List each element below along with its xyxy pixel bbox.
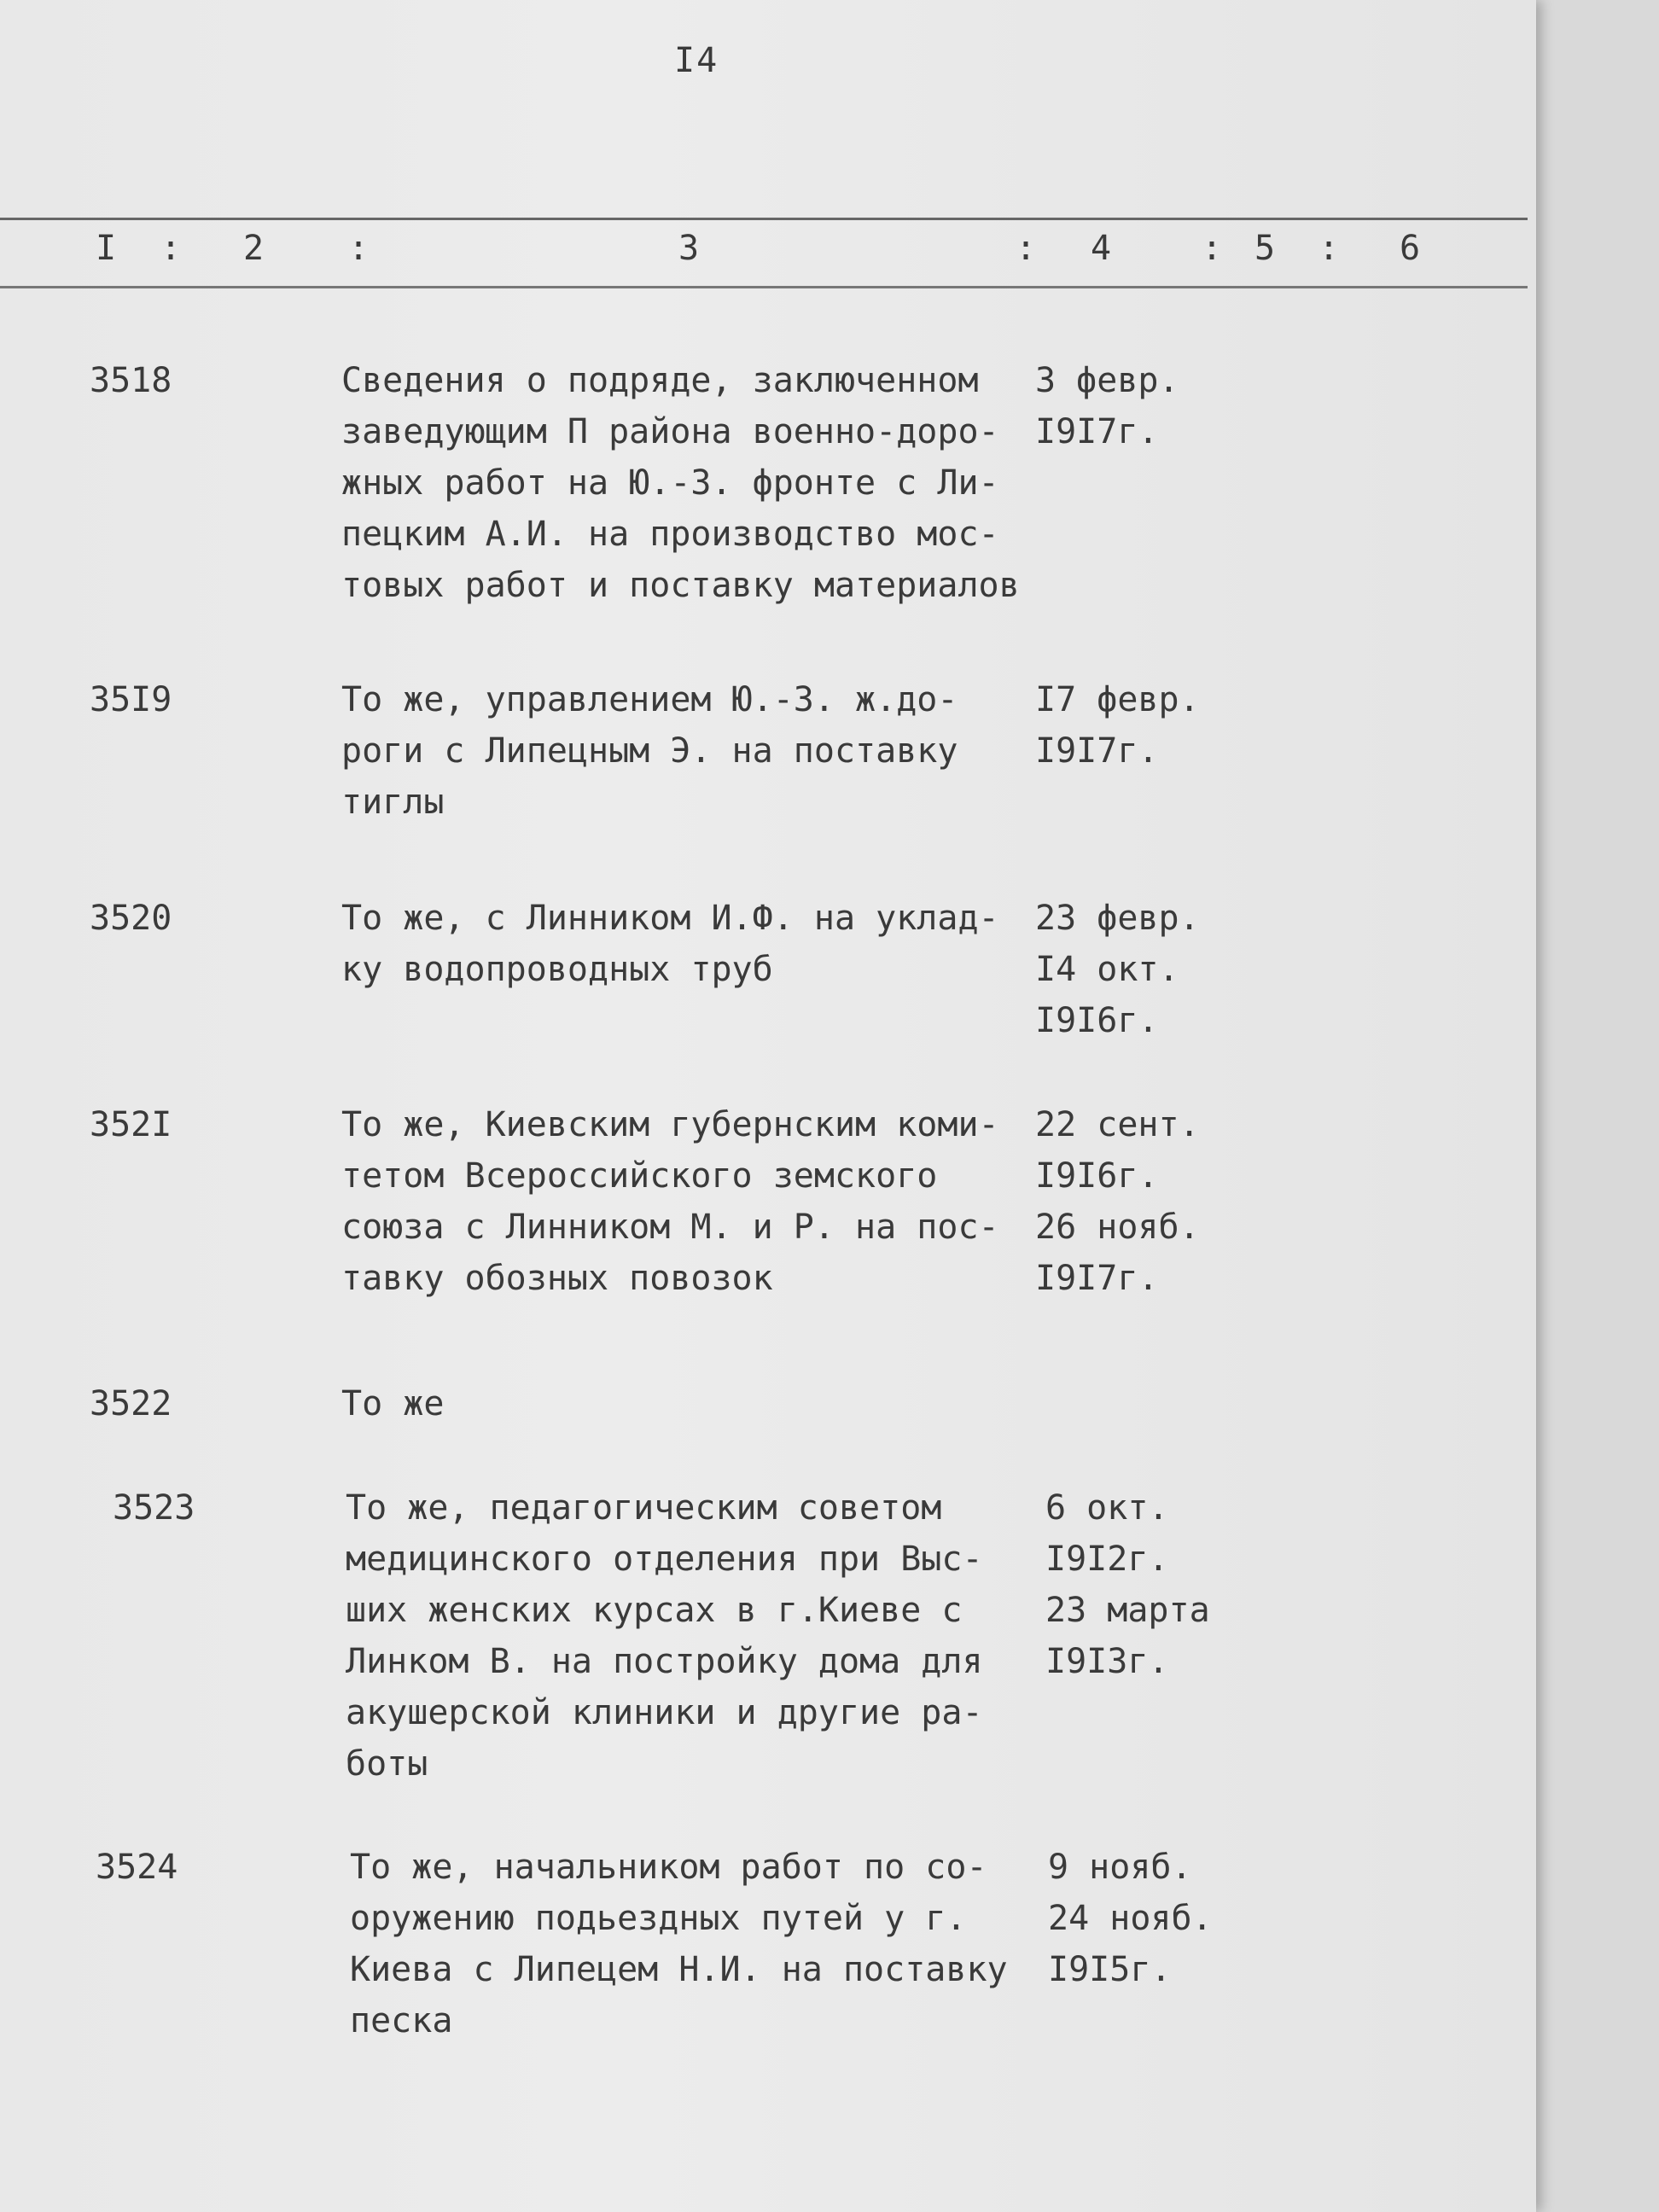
record-dates: [1035, 355, 1257, 457]
record-title-line: тетом Всероссийского земского: [341, 1156, 938, 1196]
record-date: I9I6г.: [1035, 1156, 1159, 1196]
record-date: I7 февр.: [1035, 680, 1200, 719]
record-date: 6 окт.: [1045, 1488, 1169, 1528]
record-title: [341, 674, 1041, 828]
record-title-line: То же, управлением Ю.-З. ж.до-: [341, 680, 958, 719]
record-title: [341, 1099, 1041, 1304]
record-date: I9I7г.: [1035, 731, 1159, 771]
column-header-5: 5: [1254, 229, 1276, 268]
record-number: 3522: [90, 1384, 172, 1423]
record-title-line: роги с Липецным Э. на поставку: [341, 731, 958, 771]
record-title-line: заведующим П района военно-доро-: [341, 412, 999, 451]
record-title: [341, 1378, 1041, 1429]
record-title-line: Киева с Липецем Н.И. на поставку: [350, 1950, 1008, 1989]
record-title-line: ших женских курсах в г.Киеве с: [346, 1591, 963, 1630]
record-title: [341, 893, 1041, 995]
record-title: [341, 355, 1041, 611]
record-date: 26 нояб.: [1035, 1208, 1200, 1247]
record-title: [346, 1482, 1045, 1790]
record-title-line: Линком В. на постройку дома для: [346, 1642, 983, 1681]
record-date: I9I7г.: [1035, 412, 1159, 451]
record-title-line: То же, с Линником И.Ф. на уклад-: [341, 899, 999, 938]
record-dates: [1035, 674, 1257, 777]
record-number: 3520: [90, 899, 172, 938]
record-title-line: жных работ на Ю.-З. фронте с Ли-: [341, 463, 999, 503]
record-title-line: боты: [346, 1744, 428, 1784]
column-header-3: 3: [678, 229, 700, 268]
column-separator: :: [160, 229, 182, 268]
record-dates: [1035, 893, 1257, 1046]
column-separator: :: [1016, 229, 1037, 268]
record-number: 352I: [90, 1105, 172, 1144]
record-title-line: оружению подьездных путей у г.: [350, 1899, 967, 1938]
record-title-line: товых работ и поставку материалов: [341, 566, 1020, 605]
record-title-line: То же: [341, 1384, 445, 1423]
record-dates: [1035, 1099, 1257, 1304]
record-date: I9I3г.: [1045, 1642, 1169, 1681]
header-rule-top: [0, 218, 1528, 220]
record-date: I9I6г.: [1035, 1001, 1159, 1040]
column-separator: :: [348, 229, 370, 268]
record-number: 3523: [113, 1488, 195, 1528]
record-title-line: тавку обозных повозок: [341, 1259, 773, 1298]
column-header-1: I: [96, 229, 117, 268]
page-number: I4: [674, 41, 719, 80]
column-header-4: 4: [1091, 229, 1112, 268]
record-title-line: песка: [350, 2001, 453, 2040]
record-title-line: медицинского отделения при Выс-: [346, 1540, 983, 1579]
record-number: 3518: [90, 361, 172, 400]
record-date: I4 окт.: [1035, 950, 1179, 989]
record-title-line: То же, начальником работ по со-: [350, 1848, 987, 1887]
record-title-line: акушерской клиники и другие ра-: [346, 1693, 983, 1732]
record-date: 9 нояб.: [1048, 1848, 1192, 1887]
column-header-6: 6: [1400, 229, 1421, 268]
record-title-line: пецким А.И. на производство мос-: [341, 515, 999, 554]
record-date: 22 сент.: [1035, 1105, 1200, 1144]
record-title: [350, 1842, 1050, 2046]
record-title-line: Сведения о подряде, заключенном: [341, 361, 979, 400]
record-number: 35I9: [90, 680, 172, 719]
record-title-line: То же, Киевским губернским коми-: [341, 1105, 999, 1144]
record-number: 3524: [96, 1848, 178, 1887]
column-separator: :: [1202, 229, 1223, 268]
column-header-2: 2: [243, 229, 265, 268]
record-date: 23 февр.: [1035, 899, 1200, 938]
record-dates: [1045, 1482, 1267, 1687]
record-dates: [1048, 1842, 1270, 1995]
record-title-line: ку водопроводных труб: [341, 950, 773, 989]
record-date: I9I5г.: [1048, 1950, 1172, 1989]
record-date: 23 марта: [1045, 1591, 1210, 1630]
record-date: 3 февр.: [1035, 361, 1179, 400]
record-title-line: тиглы: [341, 783, 445, 822]
record-date: I9I7г.: [1035, 1259, 1159, 1298]
record-title-line: союза с Линником М. и Р. на пос-: [341, 1208, 999, 1247]
column-separator: :: [1318, 229, 1340, 268]
record-title-line: То же, педагогическим советом: [346, 1488, 942, 1528]
record-date: 24 нояб.: [1048, 1899, 1213, 1938]
header-rule-bottom: [0, 286, 1528, 288]
record-date: I9I2г.: [1045, 1540, 1169, 1579]
